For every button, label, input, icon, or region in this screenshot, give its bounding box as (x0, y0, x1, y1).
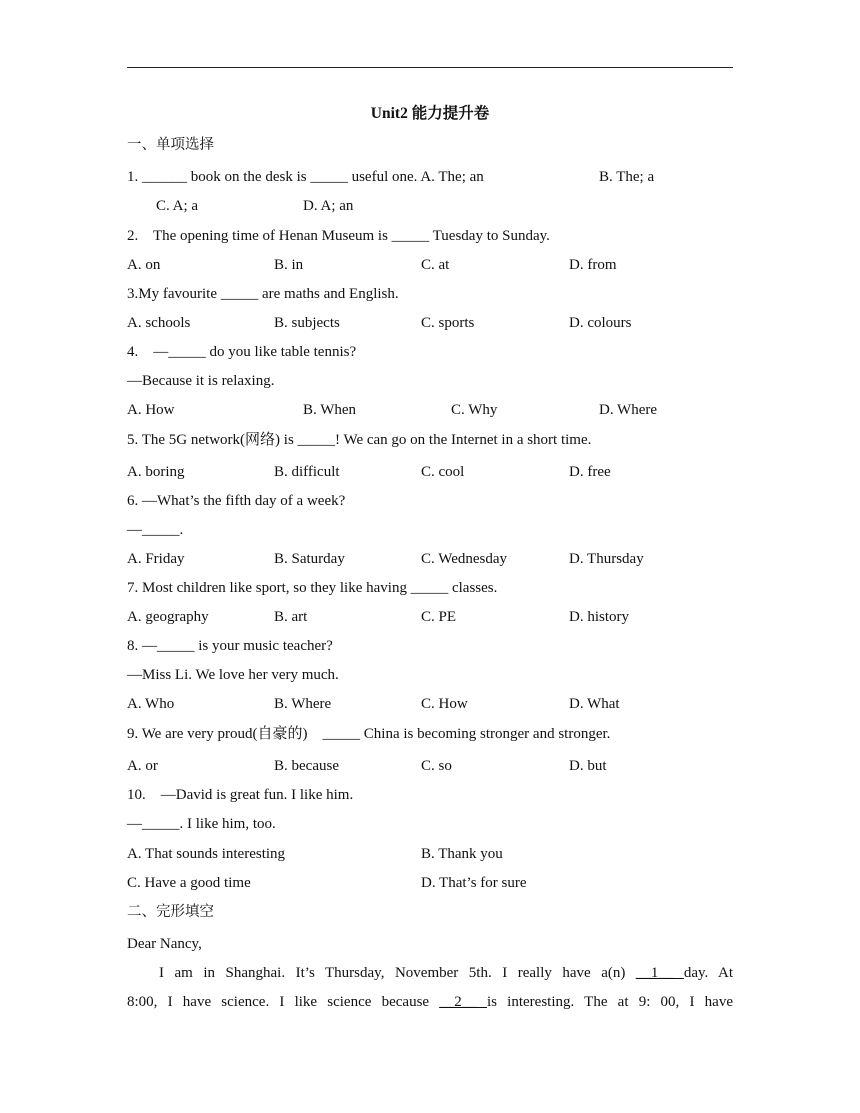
question-8-option-d: D. What (569, 696, 620, 712)
question-8-option-c: C. How (421, 696, 468, 712)
question-9-option-c: C. so (421, 758, 452, 774)
question-10-stem: 10. —David is great fun. I like him. (127, 787, 354, 803)
page-title: Unit2 能力提升卷 (370, 105, 490, 122)
question-2-option-d: D. from (569, 257, 617, 273)
question-3-stem: 3.My favourite _____ are maths and English. (127, 286, 399, 302)
letter-text: is interesting. The at 9: 00, I have (486, 994, 733, 1010)
question-4-option-d: D. Where (599, 402, 658, 418)
question-7-option-d: D. history (569, 609, 629, 625)
question-2-option-b: B. in (274, 257, 304, 273)
question-7-stem: 7. Most children like sport, so they like having _____ classes. (127, 580, 498, 596)
question-10-option-d: D. That’s for sure (421, 875, 527, 891)
question-4-response: —Because it is relaxing. (127, 373, 275, 389)
header-rule (127, 67, 733, 68)
question-7-option-b: B. art (274, 609, 308, 625)
cloze-blank-2: __2__ (439, 994, 487, 1010)
question-9-stem: 9. We are very proud(自豪的) _____ China is becoming stronger and stronger. (127, 726, 611, 742)
question-4-option-b: B. When (303, 402, 357, 418)
section-heading-choice: 一、单项选择 (127, 137, 214, 153)
question-5-option-c: C. cool (421, 464, 465, 480)
question-2-option-c: C. at (421, 257, 450, 273)
question-3-option-b: B. subjects (274, 315, 340, 331)
cloze-blank-1: __1__ (635, 965, 684, 981)
question-5-option-b: B. difficult (274, 464, 340, 480)
letter-text: 8:00, I have science. I like science because (127, 994, 440, 1010)
question-8-stem: 8. —_____ is your music teacher? (127, 638, 333, 654)
question-6-response: —_____. (127, 522, 184, 538)
question-7-option-c: C. PE (421, 609, 457, 625)
question-10-response: —_____. I like him, too. (127, 816, 276, 832)
question-10-option-a: A. That sounds interesting (127, 846, 286, 862)
question-1-option-c: C. A; a (156, 198, 199, 214)
letter-line-1 (127, 963, 733, 983)
question-5-option-a: A. boring (127, 464, 185, 480)
letter-text: I am in Shanghai. It’s Thursday, November 5th. I really have a(n) (159, 965, 636, 981)
question-6-option-a: A. Friday (127, 551, 185, 567)
question-8-option-b: B. Where (274, 696, 332, 712)
question-4-stem: 4. —_____ do you like table tennis? (127, 344, 357, 360)
letter-line-2 (127, 992, 733, 1012)
question-9-option-b: B. because (274, 758, 339, 774)
question-6-stem: 6. —What’s the fifth day of a week? (127, 493, 346, 509)
question-3-option-a: A. schools (127, 315, 191, 331)
question-6-option-b: B. Saturday (274, 551, 345, 567)
question-2-stem: 2. The opening time of Henan Museum is _____ Tuesday to Sunday. (127, 228, 550, 244)
question-4-option-c: C. Why (451, 402, 498, 418)
question-5-option-d: D. free (569, 464, 611, 480)
question-2-option-a: A. on (127, 257, 161, 273)
question-3-option-d: D. colours (569, 315, 632, 331)
question-10-option-b: B. Thank you (421, 846, 503, 862)
question-10-option-c: C. Have a good time (127, 875, 251, 891)
question-8-response: —Miss Li. We love her very much. (127, 667, 339, 683)
section-heading-cloze: 二、完形填空 (127, 904, 214, 920)
question-1-stem: 1. ______ book on the desk is _____ useful one. A. The; an (127, 169, 484, 185)
question-5-stem: 5. The 5G network(网络) is _____! We can go on the Internet in a short time. (127, 432, 592, 448)
letter-text: day. At (683, 965, 733, 981)
question-9-option-d: D. but (569, 758, 607, 774)
question-1-option-b: B. The; a (599, 169, 655, 185)
question-1-option-d: D. A; an (303, 198, 354, 214)
question-9-option-a: A. or (127, 758, 158, 774)
question-8-option-a: A. Who (127, 696, 175, 712)
question-3-option-c: C. sports (421, 315, 475, 331)
question-4-option-a: A. How (127, 402, 175, 418)
question-7-option-a: A. geography (127, 609, 209, 625)
question-6-option-c: C. Wednesday (421, 551, 508, 567)
letter-greeting: Dear Nancy, (127, 936, 202, 952)
question-6-option-d: D. Thursday (569, 551, 644, 567)
